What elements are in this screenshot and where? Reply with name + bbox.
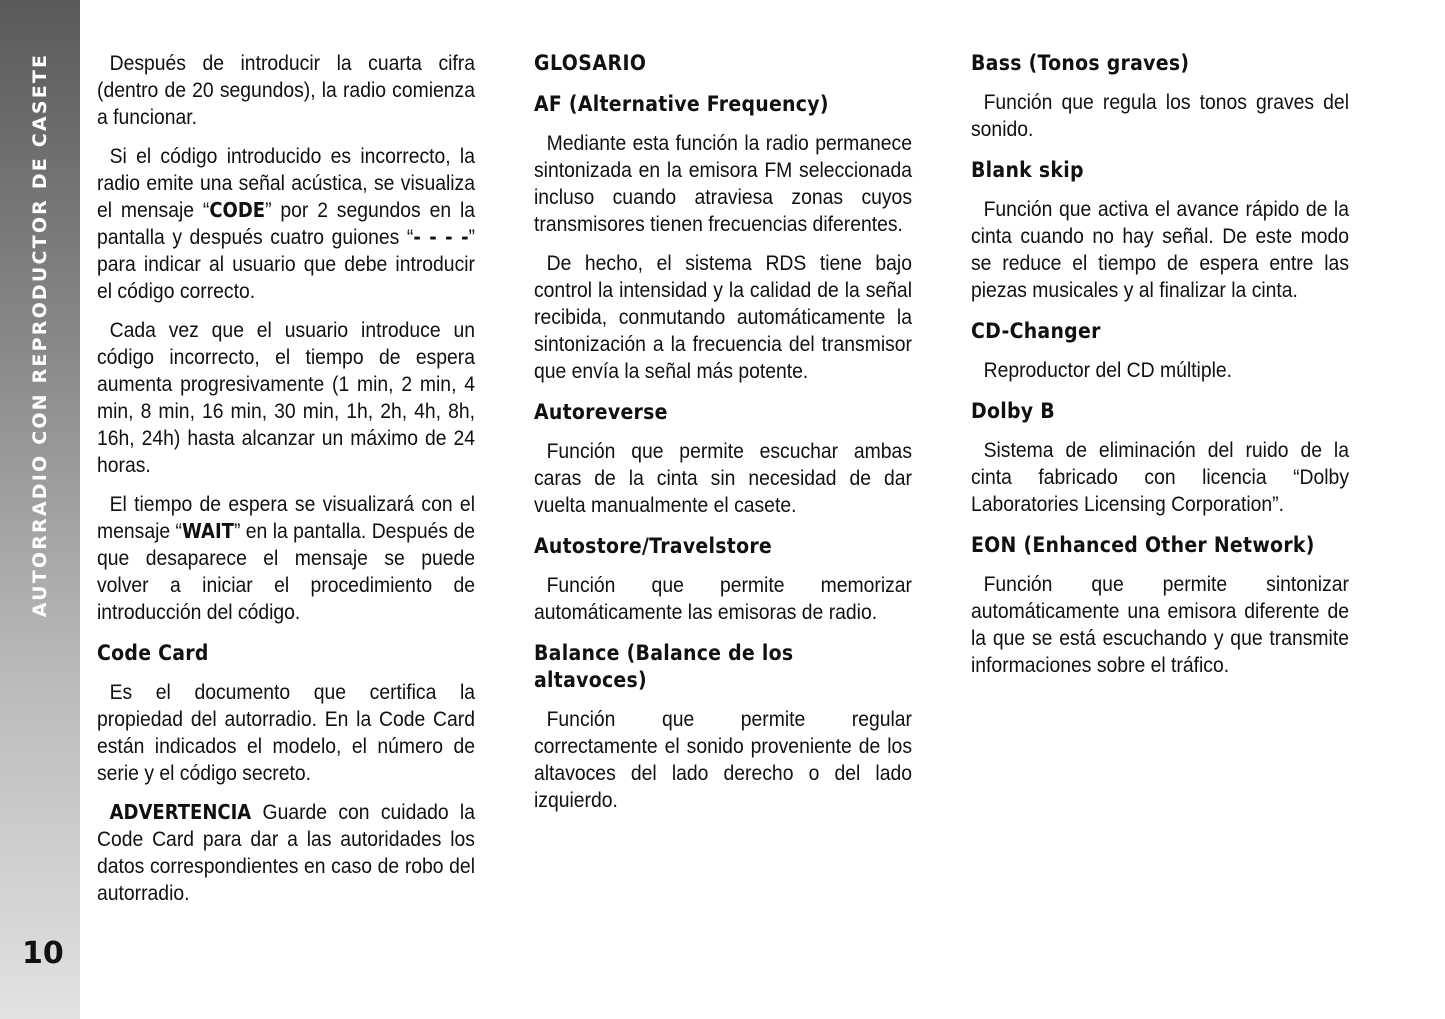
heading-dolby: Dolby B	[971, 399, 1055, 423]
paragraph-dolby: Sistema de eliminación del ruido de la cinta fabricado con licencia “Dolby Laboratories Licensing Corporation”.	[971, 438, 1349, 516]
dashes-message: - - - -	[413, 225, 469, 249]
paragraph-af-1: Mediante esta función la radio permanece sintonizada en la emisora FM seleccionada incluso cuando atraviesa zonas cuyos transmisores tienen frecuencias diferentes.	[534, 131, 912, 236]
paragraph-wait-message	[97, 491, 475, 626]
text: ” por 2 segundos en la pantalla y después cuatro guiones “	[97, 198, 476, 249]
heading-glossary: GLOSARIO	[534, 51, 647, 75]
text: Guarde con cuidado la Code Card para dar a las autoridades los datos correspondientes en caso de robo del autorradio.	[97, 800, 475, 905]
sidebar	[0, 0, 80, 1019]
text: El tiempo de espera se visualizará con el mensaje “	[97, 492, 475, 543]
page-number: 10	[22, 936, 64, 971]
heading-code-card: Code Card	[97, 641, 209, 665]
heading-autostore: Autostore/Travelstore	[534, 534, 773, 558]
heading-blank-skip: Blank skip	[971, 158, 1084, 182]
heading-cd-changer: CD-Changer	[971, 319, 1101, 343]
paragraph-fourth-digit: Después de introducir la cuarta cifra (dentro de 20 segundos), la radio comienza a funcionar.	[97, 51, 475, 129]
wait-message: WAIT	[181, 519, 234, 543]
paragraph-bass: Función que regula los tonos graves del sonido.	[971, 90, 1349, 141]
section-title: AUTORRADIO CON REPRODUCTOR DE CASETE	[29, 52, 51, 618]
paragraph-blank-skip: Función que activa el avance rápido de la cinta cuando no hay señal. De este modo se reduce el tiempo de espera entre las piezas musicales y al finalizar la cinta.	[971, 197, 1349, 302]
text: ” para indicar al usuario que debe introducir el código correcto.	[97, 225, 475, 303]
paragraph-warning	[97, 799, 475, 907]
paragraph-balance: Función que permite regular correctamente el sonido proveniente de los altavoces del lado derecho o del lado izquierdo.	[534, 707, 912, 812]
heading-af: AF (Alternative Frequency)	[534, 92, 829, 116]
paragraph-autoreverse: Función que permite escuchar ambas caras de la cinta sin necesidad de dar vuelta manualmente el casete.	[534, 439, 912, 517]
paragraph-af-2: De hecho, el sistema RDS tiene bajo control la intensidad y la calidad de la señal recibida, conmutando automáticamente la sintonización a la frecuencia del transmisor que envía la señal más potente.	[534, 251, 912, 383]
paragraph-wait-time: Cada vez que el usuario introduce un código incorrecto, el tiempo de espera aumenta progresivamente (1 min, 2 min, 4 min, 8 min, 16 min, 30 min, 1h, 2h, 4h, 8h, 16h, 24h) hasta alcanzar un máximo de 24 horas.	[97, 318, 475, 477]
column-1	[97, 50, 475, 919]
text: ” en la pantalla. Después de que desaparece el mensaje se puede volver a iniciar el procedimiento de introducción del código.	[97, 519, 475, 624]
warning-label: ADVERTENCIA	[109, 800, 252, 824]
heading-bass: Bass (Tonos graves)	[971, 51, 1190, 75]
heading-balance: Balance (Balance de los altavoces)	[534, 641, 794, 692]
column-3	[971, 50, 1349, 691]
heading-autoreverse: Autoreverse	[534, 400, 668, 424]
text: Si el código introducido es incorrecto, la radio emite una señal acústica, se visualiza el mensaje “	[97, 144, 475, 222]
heading-eon: EON (Enhanced Other Network)	[971, 533, 1315, 557]
column-2	[534, 50, 912, 826]
paragraph-eon: Función que permite sintonizar automáticamente una emisora diferente de la que se está escuchando y que transmite informaciones sobre el tráfico.	[971, 572, 1349, 677]
paragraph-incorrect-code	[97, 143, 475, 305]
paragraph-cd-changer: Reproductor del CD múltiple.	[983, 358, 1233, 382]
paragraph-code-card: Es el documento que certifica la propiedad del autorradio. En la Code Card están indicados el modelo, el número de serie y el código secreto.	[97, 680, 475, 785]
paragraph-autostore: Función que permite memorizar automáticamente las emisoras de radio.	[534, 573, 912, 624]
code-message: CODE	[209, 198, 266, 222]
